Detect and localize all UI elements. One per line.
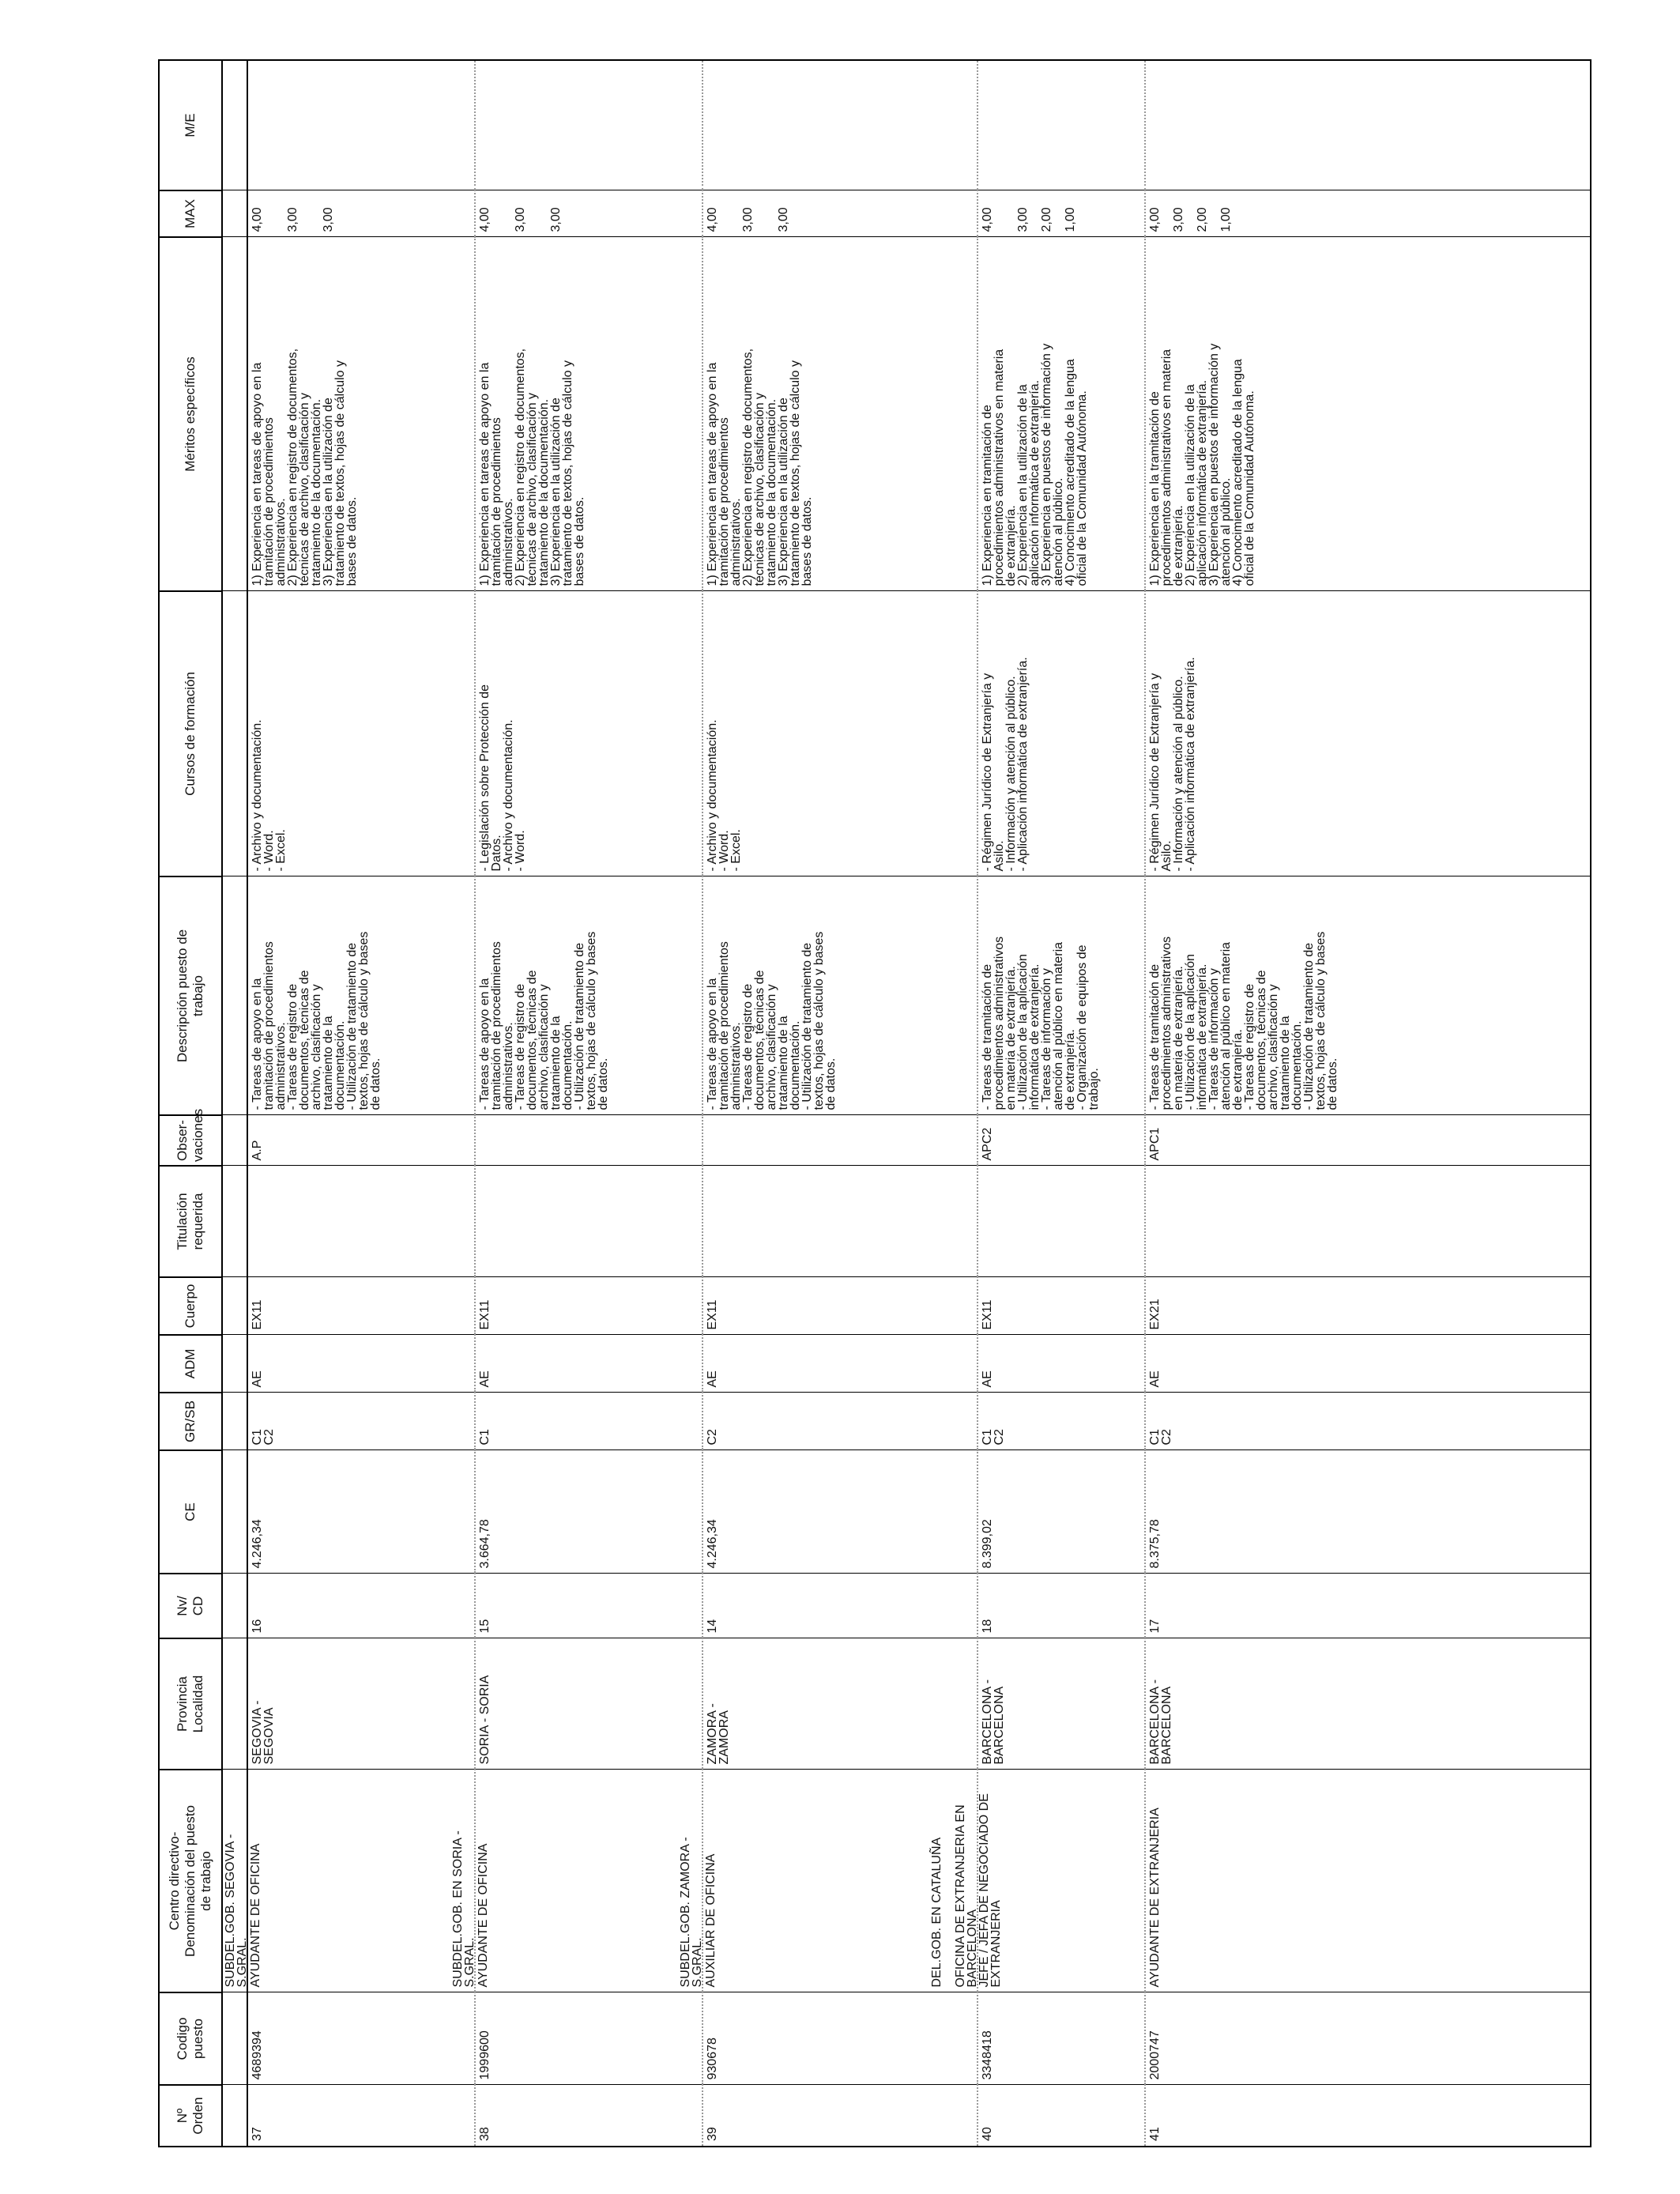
max-cell <box>1145 190 1591 237</box>
cuerpo-cell: EX11 <box>703 1277 977 1335</box>
ce-cell: 4.246,34 <box>703 1450 977 1574</box>
max-value: 1,00 <box>1064 207 1077 232</box>
grsb-cell: C2 <box>703 1393 977 1450</box>
orden-cell: 38 <box>475 2085 703 2147</box>
meritos-cell: 1) Experiencia en tareas de apoyo en la tramitación de procedimientos administrativos. 2) Experiencia en registro de documentos, técnicas de archivo, clasificación y tratamiento de la documentación. 3) Experiencia en la utilización de tratamiento de textos, hojas de cálculo y bases de datos. <box>703 237 977 591</box>
header-observaciones: Obser- vaciones <box>159 1115 222 1166</box>
max-value <box>993 196 1005 232</box>
max-value <box>1161 196 1173 232</box>
centro-puesto: AUXILIAR DE OFICINA <box>704 1853 718 1988</box>
cuerpo-cell: EX11 <box>977 1277 1145 1335</box>
ce-cell: 8.375,78 <box>1145 1450 1591 1574</box>
max-cell <box>247 190 475 237</box>
nivel-cell: 16 <box>247 1574 475 1638</box>
header-me: M/E <box>159 60 222 190</box>
adm-cell: AE <box>475 1335 703 1393</box>
meritos-cell: 1) Experiencia en tareas de apoyo en la tramitación de procedimientos administrativos. 2) Experiencia en registro de documentos, técnicas de archivo, clasificación y tratamiento de la documentación. 3) Experiencia en la utilización de tratamiento de textos, hojas de cálculo y bases de datos. <box>247 237 475 591</box>
max-cell <box>703 190 977 237</box>
header-descripcion: Descripción puesto de trabajo <box>159 876 222 1115</box>
max-value: 4,00 <box>981 207 994 232</box>
header-centro: Centro directivo- Denominación del puesto de trabajo <box>159 1770 222 1992</box>
max-value <box>718 196 730 232</box>
me-cell <box>475 60 703 190</box>
me-cell <box>247 60 475 190</box>
titulacion-cell <box>247 1166 475 1277</box>
adm-cell: AE <box>977 1335 1145 1393</box>
codigo-cell: 3348418 <box>977 1992 1145 2085</box>
centro-cell <box>1145 1770 1591 1992</box>
observaciones-cell <box>475 1115 703 1166</box>
max-value <box>766 196 778 232</box>
cursos-cell: - Régimen Jurídico de Extranjería y Asilo. - Información y atención al público. - Aplicación informática de extranjería. <box>1145 591 1591 876</box>
max-value: 1,00 <box>1219 207 1233 232</box>
ce-cell: 8.399,02 <box>977 1450 1145 1574</box>
grsb-cell: C1 C2 <box>977 1393 1145 1450</box>
header-cursos: Cursos de formación <box>159 591 222 876</box>
header-grsb: GR/SB <box>159 1393 222 1450</box>
header-cuerpo: Cuerpo <box>159 1277 222 1335</box>
max-value <box>526 196 538 232</box>
centro-puesto: JEFE / JEFA DE NEGOCIADO DE EXTRANJERIA <box>977 1793 1003 1988</box>
max-value <box>1029 196 1041 232</box>
meritos-cell: 1) Experiencia en la tramitación de procedimientos administrativos en materia de extranjería. 2) Experiencia en la utilización de la aplicación informática de extranjería. 3) Experiencia en puestos de información y atención al público. 4) Conocimiento acreditado de la lengua oficial de la Comunidad Autónoma. <box>1145 237 1591 591</box>
header-ce: CE <box>159 1450 222 1574</box>
ce-cell: 4.246,34 <box>247 1450 475 1574</box>
header-max: MAX <box>159 190 222 237</box>
job-positions-table <box>158 59 1591 2147</box>
codigo-cell: 1999600 <box>475 1992 703 2085</box>
titulacion-cell <box>475 1166 703 1277</box>
max-value <box>275 196 287 232</box>
max-value: 3,00 <box>549 207 563 232</box>
max-value: 2,00 <box>1196 207 1209 232</box>
header-adm: ADM <box>159 1335 222 1393</box>
ce-cell: 3.664,78 <box>475 1450 703 1574</box>
provincia-cell: ZAMORA - ZAMORA <box>703 1638 977 1770</box>
centro-puesto: AYUDANTE DE OFICINA <box>477 1843 490 1988</box>
table-row <box>1145 60 1591 2147</box>
table-row <box>247 60 475 2147</box>
max-cell <box>977 190 1145 237</box>
table-row <box>977 60 1145 2147</box>
me-cell <box>1145 60 1591 190</box>
orden-cell: 37 <box>247 2085 475 2147</box>
cursos-cell: - Archivo y documentación. - Word. - Excel. <box>703 591 977 876</box>
centro-cell <box>930 1770 1145 1992</box>
centro-puesto: AYUDANTE DE EXTRANJERIA <box>1148 1808 1162 1988</box>
centro-org: DEL.GOB. EN CATALUÑA OFICINA DE EXTRANJERIA EN BARCELONA <box>930 1804 979 1988</box>
cursos-cell: - Archivo y documentación. - Word. - Excel. <box>247 591 475 876</box>
max-value <box>538 196 550 232</box>
codigo-cell: 4689394 <box>247 1992 475 2085</box>
header-provincia: Provincia Localidad <box>159 1638 222 1770</box>
max-value <box>311 196 322 232</box>
centro-puesto: AYUDANTE DE OFICINA <box>249 1843 262 1988</box>
codigo-cell: 2000747 <box>1145 1992 1591 2085</box>
centro-org: SUBDEL.GOB. EN SORIA - S.GRAL. <box>451 1830 477 1988</box>
max-value: 4,00 <box>250 207 264 232</box>
cuerpo-cell: EX21 <box>1145 1277 1591 1335</box>
observaciones-cell: APC1 <box>1145 1115 1591 1166</box>
meritos-cell: 1) Experiencia en tramitación de procedimientos administrativos en materia de extranjería. 2) Experiencia en la utilización de la aplicación informática de extranjería. 3) Experiencia en puestos de información y atención al público. 4) Conocimiento acreditado de la lengua oficial de la Comunidad Autónoma. <box>977 237 1145 591</box>
cursos-cell: - Legislación sobre Protección de Datos. - Archivo y documentación. - Word. <box>475 591 703 876</box>
provincia-cell: BARCELONA - BARCELONA <box>977 1638 1145 1770</box>
max-value: 4,00 <box>478 207 492 232</box>
descripcion-cell: - Tareas de apoyo en la tramitación de procedimientos administrativos. - Tareas de registro de documentos, técnicas de archivo, clasificación y tratamiento de la documentación. - Utilización de tratamiento de textos, hojas de cálculo y bases de datos. <box>247 876 475 1115</box>
max-value: 4,00 <box>1148 207 1162 232</box>
provincia-cell: BARCELONA - BARCELONA <box>1145 1638 1591 1770</box>
orden-cell: 41 <box>1145 2085 1591 2147</box>
max-value: 3,00 <box>741 207 755 232</box>
provincia-cell: SEGOVIA - SEGOVIA <box>247 1638 475 1770</box>
max-value: 3,00 <box>322 207 335 232</box>
adm-cell: AE <box>247 1335 475 1393</box>
cursos-cell: - Régimen Jurídico de Extranjería y Asilo. - Información y atención al público. - Aplicación informática de extranjería. <box>977 591 1145 876</box>
nivel-cell: 17 <box>1145 1574 1591 1638</box>
titulacion-cell <box>703 1166 977 1277</box>
max-value <box>1185 196 1196 232</box>
centro-org: SUBDEL.GOB. ZAMORA - S.GRAL. <box>679 1837 704 1988</box>
table-header-row <box>159 60 222 2147</box>
observaciones-cell <box>703 1115 977 1166</box>
descripcion-cell: - Tareas de tramitación de procedimientos administrativos en materia de extranjería. - Utilización de la aplicación informática de extranjería. - Tareas de información y atención al público en materia de extranjería. - Organización de equipos de trabajo. <box>977 876 1145 1115</box>
observaciones-cell: A.P <box>247 1115 475 1166</box>
observaciones-cell: APC2 <box>977 1115 1145 1166</box>
table-row <box>475 60 703 2147</box>
descripcion-cell: - Tareas de apoyo en la tramitación de procedimientos administrativos. - Tareas de registro de documentos, técnicas de archivo, clasificación y tratamiento de la documentación. - Utilización de tratamiento de textos, hojas de cálculo y bases de datos. <box>475 876 703 1115</box>
cuerpo-cell: EX11 <box>247 1277 475 1335</box>
header-orden: Nº Orden <box>159 2085 222 2147</box>
centro-cell <box>451 1770 703 1992</box>
max-value <box>1005 196 1017 232</box>
max-value <box>1208 196 1220 232</box>
header-nivel: Nv/ CD <box>159 1574 222 1638</box>
max-value <box>299 196 311 232</box>
max-value: 3,00 <box>286 207 299 232</box>
max-value <box>503 196 514 232</box>
nivel-cell: 15 <box>475 1574 703 1638</box>
max-value: 3,00 <box>1016 207 1030 232</box>
max-value: 4,00 <box>706 207 719 232</box>
titulacion-cell <box>977 1166 1145 1277</box>
nivel-cell: 14 <box>703 1574 977 1638</box>
titulacion-cell <box>1145 1166 1591 1277</box>
max-value <box>1053 196 1064 232</box>
nivel-cell: 18 <box>977 1574 1145 1638</box>
max-value <box>754 196 766 232</box>
adm-cell: AE <box>1145 1335 1591 1393</box>
descripcion-cell: - Tareas de tramitación de procedimientos administrativos en materia de extranjería. - Utilización de la aplicación informática de extranjería. - Tareas de información y atención al público en materia de extranjería. - Tareas de registro de documentos, técnicas de archivo, clasificación y tratamiento de la documentación. - Utilización de tratamiento de textos, hojas de cálculo y bases de datos. <box>1145 876 1591 1115</box>
header-titulacion: Titulación requerida <box>159 1166 222 1277</box>
max-value <box>263 196 275 232</box>
centro-org: SUBDEL.GOB. SEGOVIA - S.GRAL. <box>224 1834 249 1988</box>
orden-cell: 40 <box>977 2085 1145 2147</box>
centro-cell <box>224 1770 475 1992</box>
orden-cell: 39 <box>703 2085 977 2147</box>
grsb-cell: C1 C2 <box>247 1393 475 1450</box>
meritos-cell: 1) Experiencia en tareas de apoyo en la tramitación de procedimientos administrativos. 2) Experiencia en registro de documentos, técnicas de archivo, clasificación y tratamiento de la documentación. 3) Experiencia en la utilización de tratamiento de textos, hojas de cálculo y bases de datos. <box>475 237 703 591</box>
max-value: 3,00 <box>1172 207 1185 232</box>
rotated-table-container <box>158 61 1590 2147</box>
max-value: 3,00 <box>777 207 790 232</box>
provincia-cell: SORIA - SORIA <box>475 1638 703 1770</box>
me-cell <box>977 60 1145 190</box>
descripcion-cell: - Tareas de apoyo en la tramitación de procedimientos administrativos. - Tareas de registro de documentos, técnicas de archivo, clasificación y tratamiento de la documentación. - Utilización de tratamiento de textos, hojas de cálculo y bases de datos. <box>703 876 977 1115</box>
max-value <box>730 196 742 232</box>
codigo-cell: 930678 <box>703 1992 977 2085</box>
adm-cell: AE <box>703 1335 977 1393</box>
grsb-cell: C1 C2 <box>1145 1393 1591 1450</box>
max-value <box>491 196 503 232</box>
max-cell <box>475 190 703 237</box>
me-cell <box>703 60 977 190</box>
max-value: 2,00 <box>1040 207 1053 232</box>
max-value: 3,00 <box>514 207 527 232</box>
header-meritos: Méritos específicos <box>159 237 222 591</box>
cuerpo-cell: EX11 <box>475 1277 703 1335</box>
header-codigo: Codigo puesto <box>159 1992 222 2085</box>
grsb-cell: C1 <box>475 1393 703 1450</box>
